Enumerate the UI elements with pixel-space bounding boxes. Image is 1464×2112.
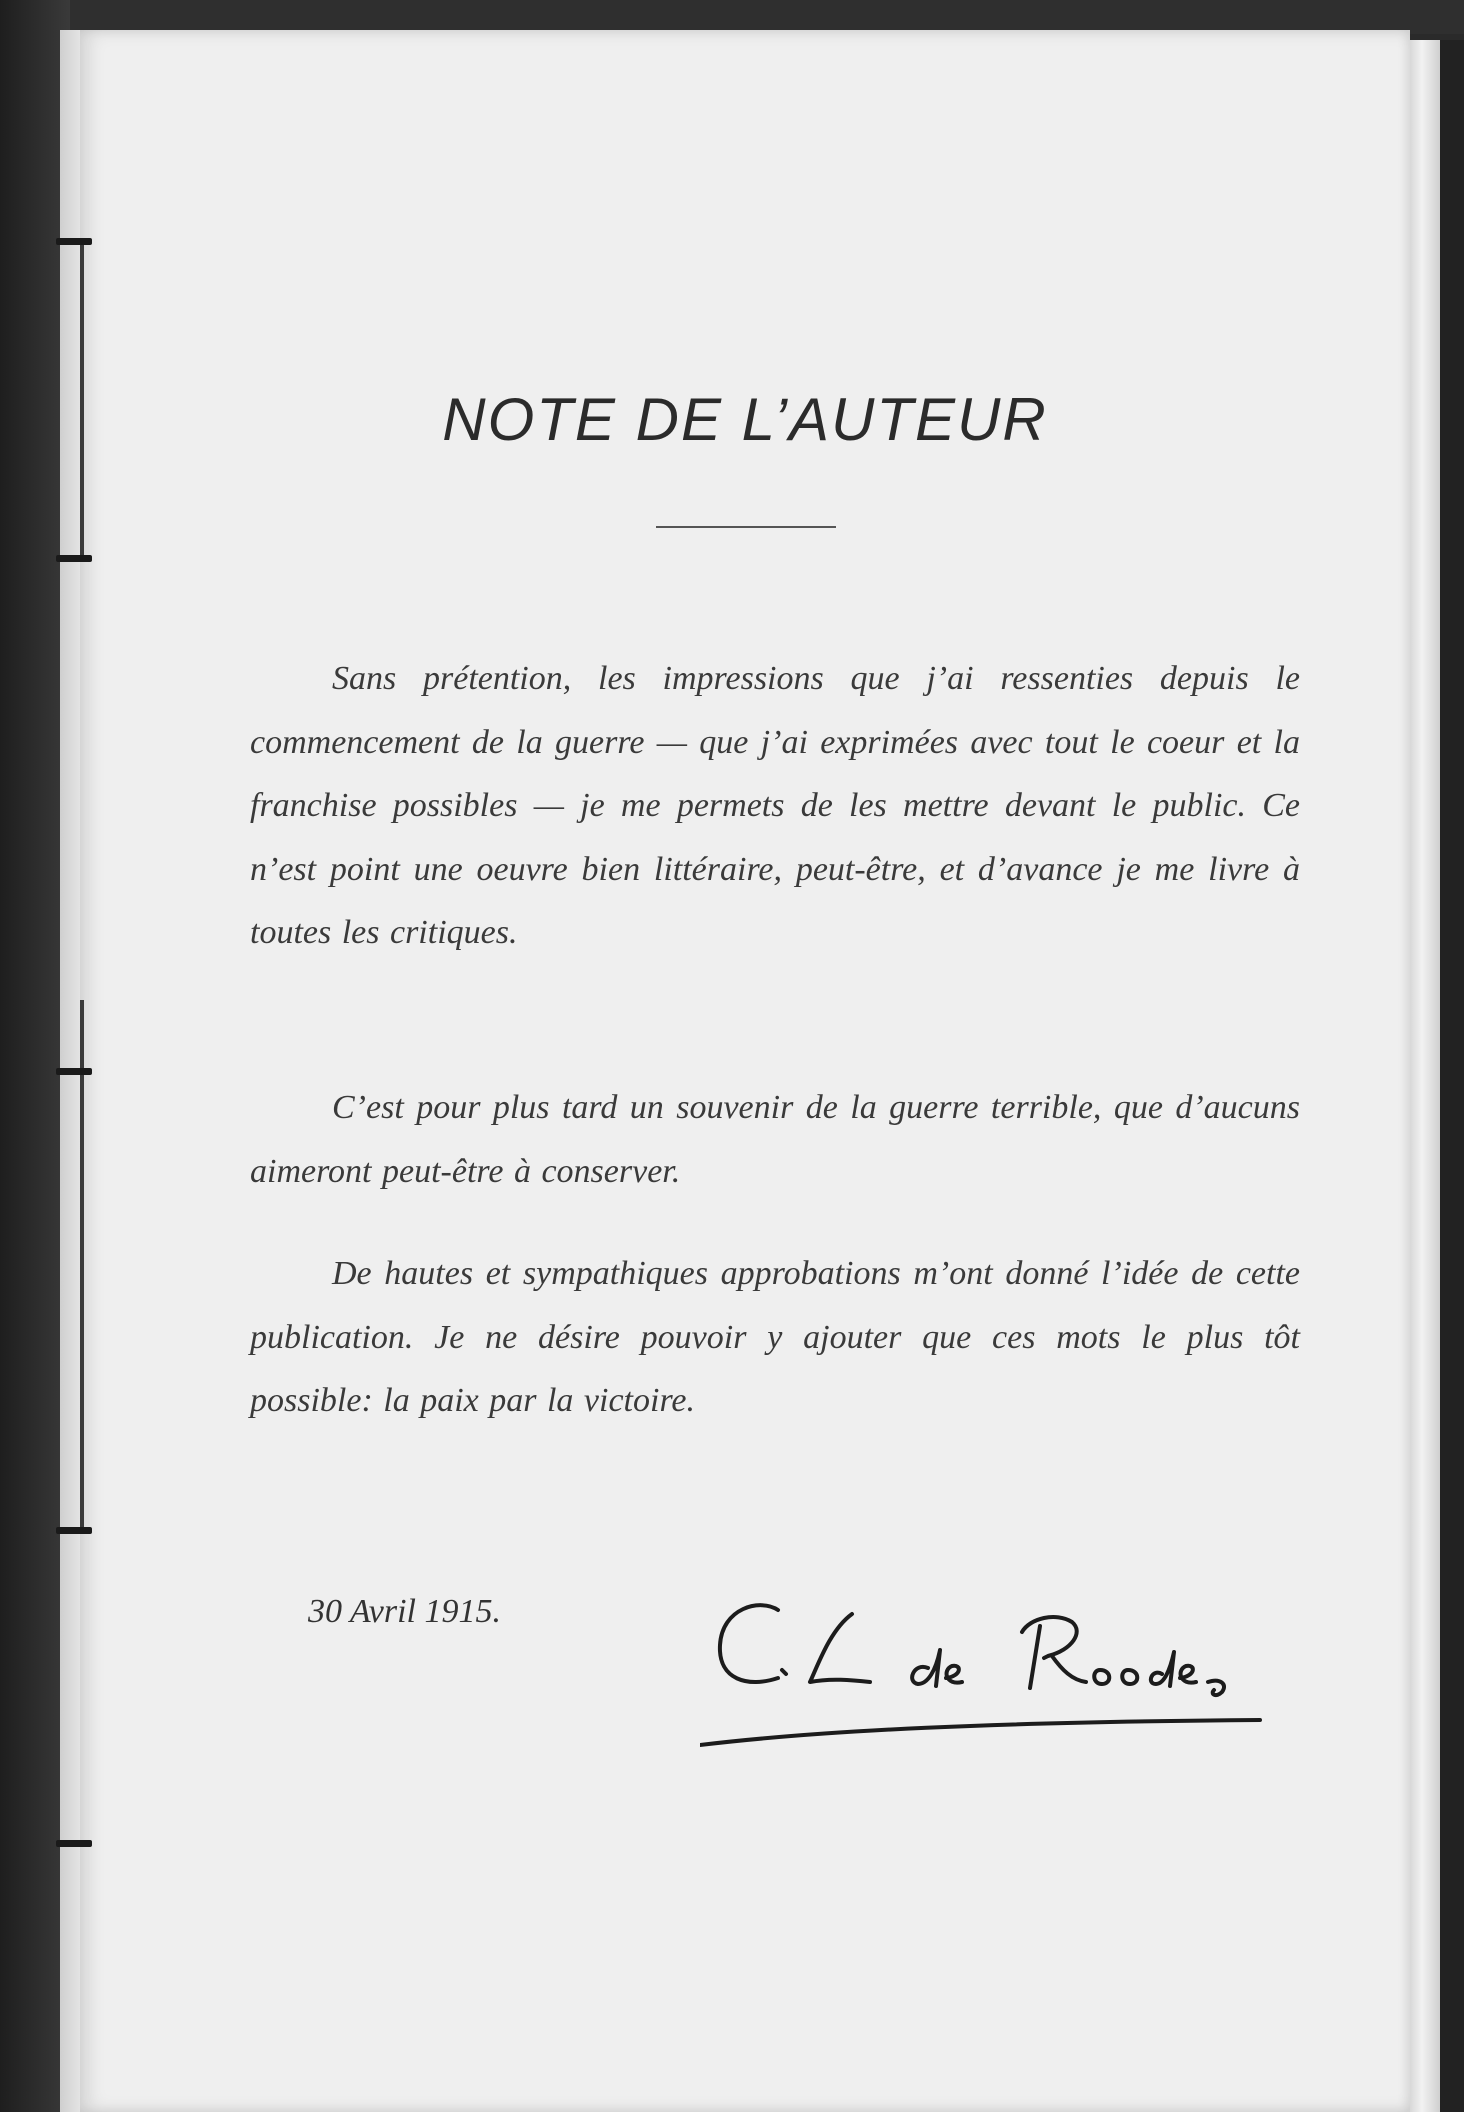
paragraph: C’est pour plus tard un souvenir de la guerre terrible, que d’aucuns aimeront peut-être à conserver. <box>250 1089 1300 1190</box>
page-title: NOTE DE L’AUTEUR <box>442 386 1048 453</box>
scan-background-top <box>0 0 1464 34</box>
page-edge <box>1410 40 1440 2112</box>
date: 30 Avril 1915. <box>308 1593 501 1630</box>
page-content <box>80 30 1410 2112</box>
paragraph: Sans prétention, les impressions que j’ai ressenties depuis le commencement de la guerre — que j’ai exprimées avec tout le coeur et la franchise possibles — je me permets de les mettre devant le public. Ce n’est point une oeuvre bien littéraire, peut-être, et d’avance je me livre à toutes les critiques. <box>250 660 1300 951</box>
handwritten-signature <box>700 1570 1300 1760</box>
scan-background-right <box>1440 40 1464 2112</box>
title-divider <box>656 526 836 528</box>
paragraph: De hautes et sympathiques approbations m’ont donné l’idée de cette publication. Je ne désire pouvoir y ajouter que ces mots le plus tôt possible: la paix par la victoire. <box>250 1255 1300 1419</box>
